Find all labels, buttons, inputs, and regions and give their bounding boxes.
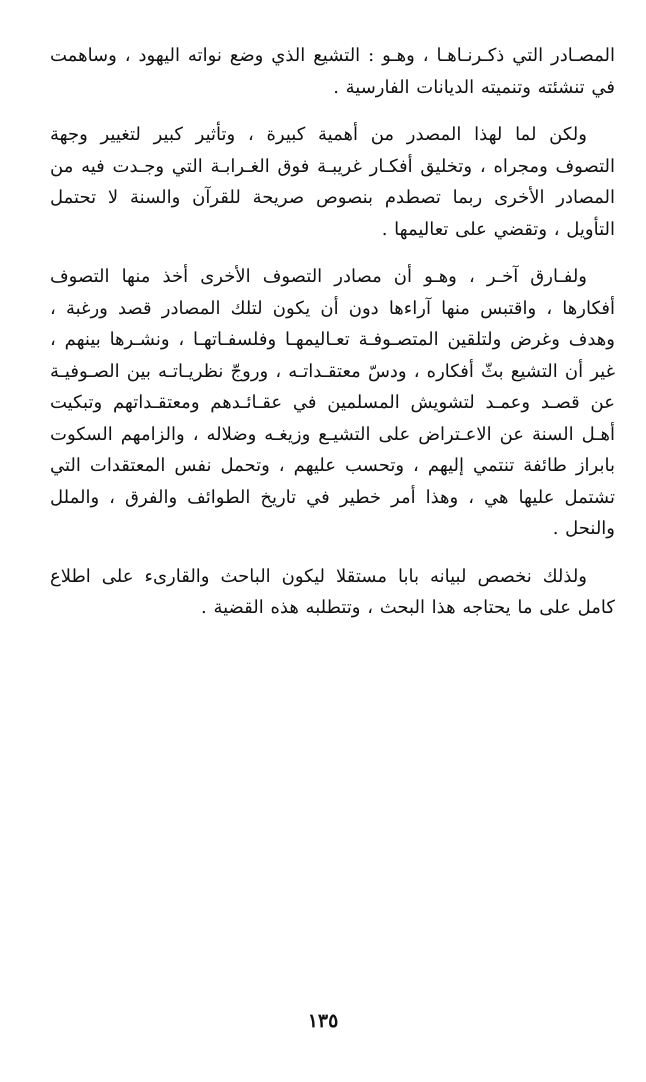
paragraph-3: ولفـارق آخـر ، وهـو أن مصادر التصوف الأخرى أخذ منها التصوف أفكارها ، واقتبس منها آراءها دون أن يكون لتلك المصادر قصد ورغبة ، وهدف وغرض ولتلقين المتصـوفـة تعـاليمهـا وفلسفـاتهـا ، ونشـرها بينهم ، غير أن التشيع بثّ أفكاره ، ودسّ معتقـداتـه ، وروجّ نظريـاتـه بين الصـوفيـة عن قصـد وعمـد لتشويش المسلمين في عقـائـدهم ومعتقـداتهم وتبكيت أهـل السنة عن الاعـتراض على التشيـع وزيغـه وضلاله ، والزامهم السكوت بابراز طائفة تنتمي إليهم ، وتحسب عليهم ، وتحمل نفس المعتقدات التي تشتمل عليها هي ، وهذا أمر خطير في تاريخ الطوائف والفرق ، والملل والنحل . [50, 266, 615, 539]
page-number: ١٣٥ [307, 1010, 339, 1032]
paragraph-2: ولكن لما لهذا المصدر من أهمية كبيرة ، وتأثير كبير لتغيير وجهة التصوف ومجراه ، وتخليق أفكـار غريبـة فوق الغـرابـة التي وجـدت فيه من المصادر الأخرى ربما تصطدم بنصوص صريحة للقرآن والسنة لا تحتمل التأويل ، وتقضي على تعاليمها . [50, 124, 615, 240]
page-body [50, 40, 615, 640]
paragraph-1: المصـادر التي ذكـرنـاهـا ، وهـو : التشيع الذي وضع نواته اليهود ، وساهمت في تنشئته وتنميته الديانات الفارسية . [50, 45, 615, 98]
paragraph-4: ولذلك نخصص لبيانه بابا مستقلا ليكون الباحث والقارىء على اطلاع كامل على ما يحتاجه هذا البحث ، وتتطلبه هذه القضية . [50, 565, 615, 618]
